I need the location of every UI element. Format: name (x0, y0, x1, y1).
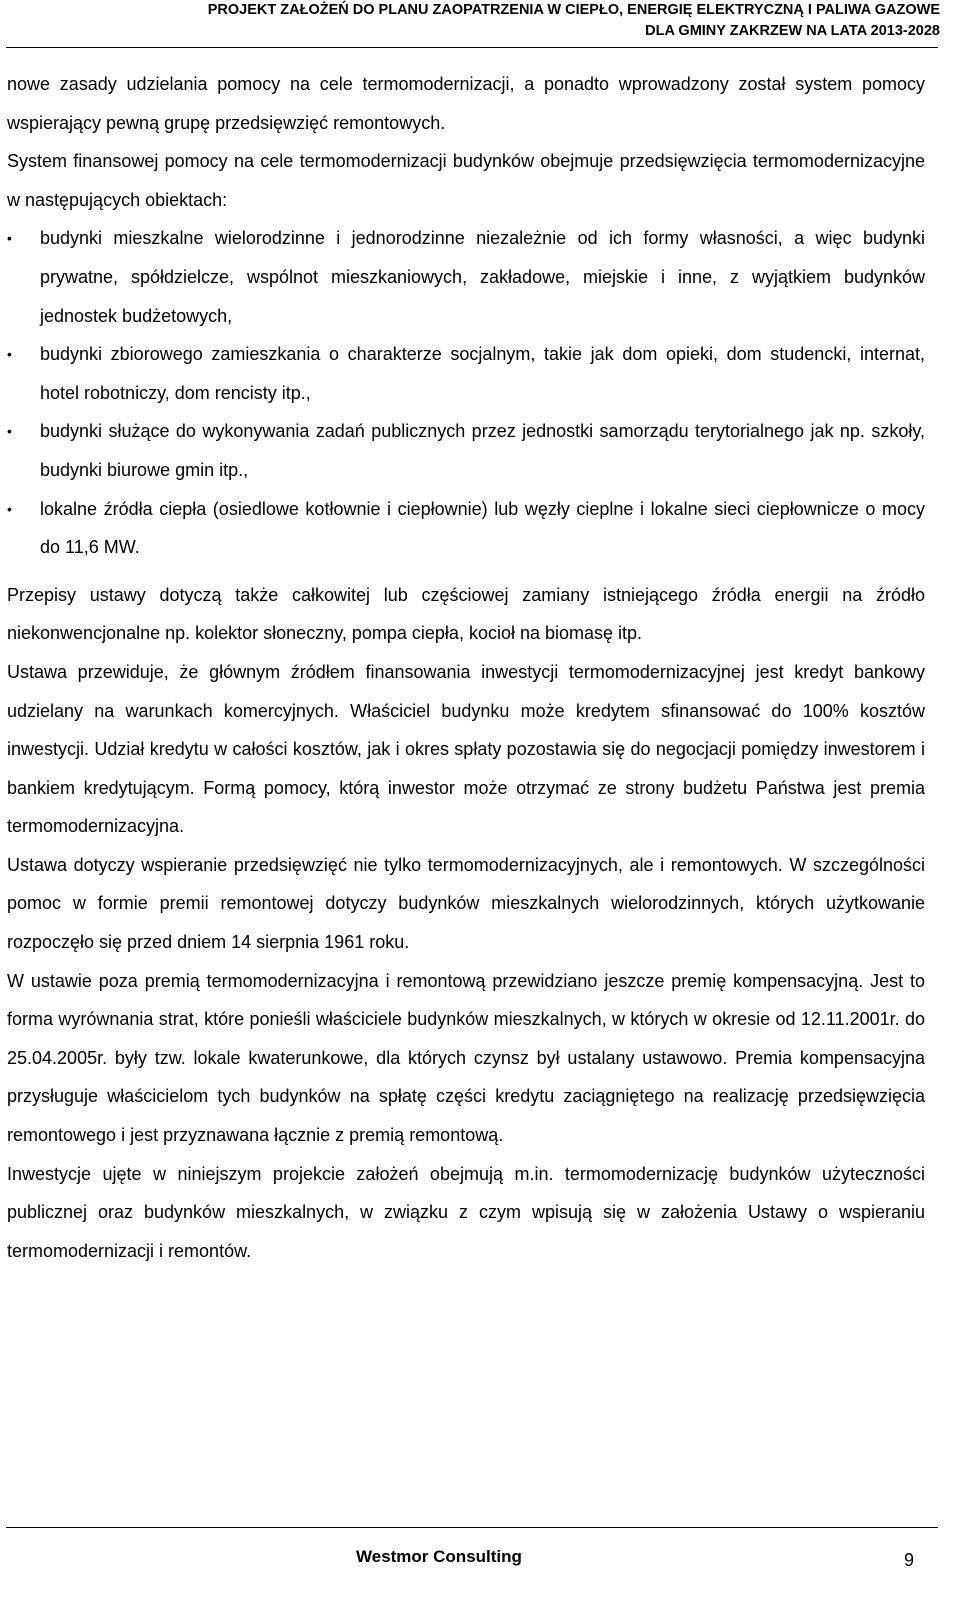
bullet-icon: • (7, 230, 12, 247)
paragraph-compensation: W ustawie poza premią termomodernizacyjna i remontową przewidziano jeszcze premię kompensacyjną. Jest to forma wyrównania strat, które ponieśli właściciele budynków mieszkalnych, w których w okresie od 12.11.2001r. do 25.04.2005r. były tzw. lokale kwaterunkowe, dla których czynsz był ustalany ustawowo. Premia kompensacyjna przysługuje właścicielom tych budynków na spłatę części kredytu zaciągniętego na realizację przedsięwzięcia remontowego i jest przyznawana łącznie z premią remontową. (7, 970, 925, 1146)
header-title-line2: DLA GMINY ZAKRZEW NA LATA 2013-2028 (645, 23, 940, 39)
paragraph-financing: Ustawa przewiduje, że głównym źródłem finansowania inwestycji termomodernizacyjnej jest kredyt bankowy udzielany na warunkach komercyjnych. Właściciel budynku może kredytem sfinansować do 100% kosztów inwestycji. Udział kredytu w całości kosztów, jak i okres spłaty pozostawia się do negocjacji pomiędzy inwestorem i bankiem kredytującym. Formą pomocy, którą inwestor może otrzymać ze strony budżetu Państwa jest premia termomodernizacyjna. (7, 661, 925, 837)
list-item (7, 490, 925, 567)
list-item (7, 412, 925, 489)
paragraph-intro-1: nowe zasady udzielania pomocy na cele termomodernizacji, a ponadto wprowadzony został system pomocy wspierający pewną grupę przedsięwzięć remontowych. (7, 74, 925, 133)
paragraph-renovation: Ustawa dotyczy wspieranie przedsięwzięć nie tylko termomodernizacyjnych, ale i remontowych. W szczególności pomoc w formie premii remontowej dotyczy budynków mieszkalnych wielorodzinnych, których użytkowanie rozpoczęło się przed dniem 14 sierpnia 1961 roku. (7, 854, 925, 953)
list-item-text: budynki służące do wykonywania zadań publicznych przez jednostki samorządu terytorialnego jak np. szkoły, budynki biurowe gmin itp., (40, 421, 925, 480)
page-header (40, 0, 940, 42)
object-list (7, 219, 925, 566)
page-number: 9 (904, 1550, 915, 1570)
list-item (7, 335, 925, 412)
list-item-text: lokalne źródła ciepła (osiedlowe kotłownie i ciepłownie) lub węzły cieplne i lokalne sieci ciepłownicze o mocy do 11,6 MW. (40, 498, 925, 558)
footer-company-name: Westmor Consulting (356, 1547, 522, 1566)
footer-divider (6, 1527, 938, 1528)
paragraph-regulations: Przepisy ustawy dotyczą także całkowitej lub częściowej zamiany istniejącego źródła energii na źródło niekonwencjonalne np. kolektor słoneczny, pompa ciepła, kocioł na biomasę itp. (7, 584, 925, 644)
list-item (7, 219, 925, 335)
paragraph-intro-2: System finansowej pomocy na cele termomodernizacji budynków obejmuje przedsięwzięcia termomodernizacyjne w następujących obiektach: (7, 151, 925, 210)
paragraph-investments: Inwestycje ujęte w niniejszym projekcie założeń obejmują m.in. termomodernizację budynków użyteczności publicznej oraz budynków mieszkalnych, w związku z czym wpisują się w założenia Ustawy o wspieraniu termomodernizacji i remontów. (7, 1163, 925, 1261)
list-item-text: budynki mieszkalne wielorodzinne i jednorodzinne niezależnie od ich formy własności, a więc budynki prywatne, spółdzielcze, wspólnot mieszkaniowych, zakładowe, miejskie i inne, z wyjątkiem budynków jednostek budżetowych, (40, 228, 925, 326)
document-body (7, 65, 925, 1270)
header-divider (6, 47, 938, 48)
header-title-line1: PROJEKT ZAŁOŻEŃ DO PLANU ZAOPATRZENIA W CIEPŁO, ENERGIĘ ELEKTRYCZNĄ I PALIWA GAZOWE (207, 2, 940, 18)
bullet-icon: • (7, 500, 12, 517)
bullet-icon: • (7, 346, 12, 363)
bullet-icon: • (7, 423, 12, 440)
list-item-text: budynki zbiorowego zamieszkania o charakterze socjalnym, takie jak dom opieki, dom studencki, internat, hotel robotniczy, dom rencisty itp., (40, 344, 925, 403)
